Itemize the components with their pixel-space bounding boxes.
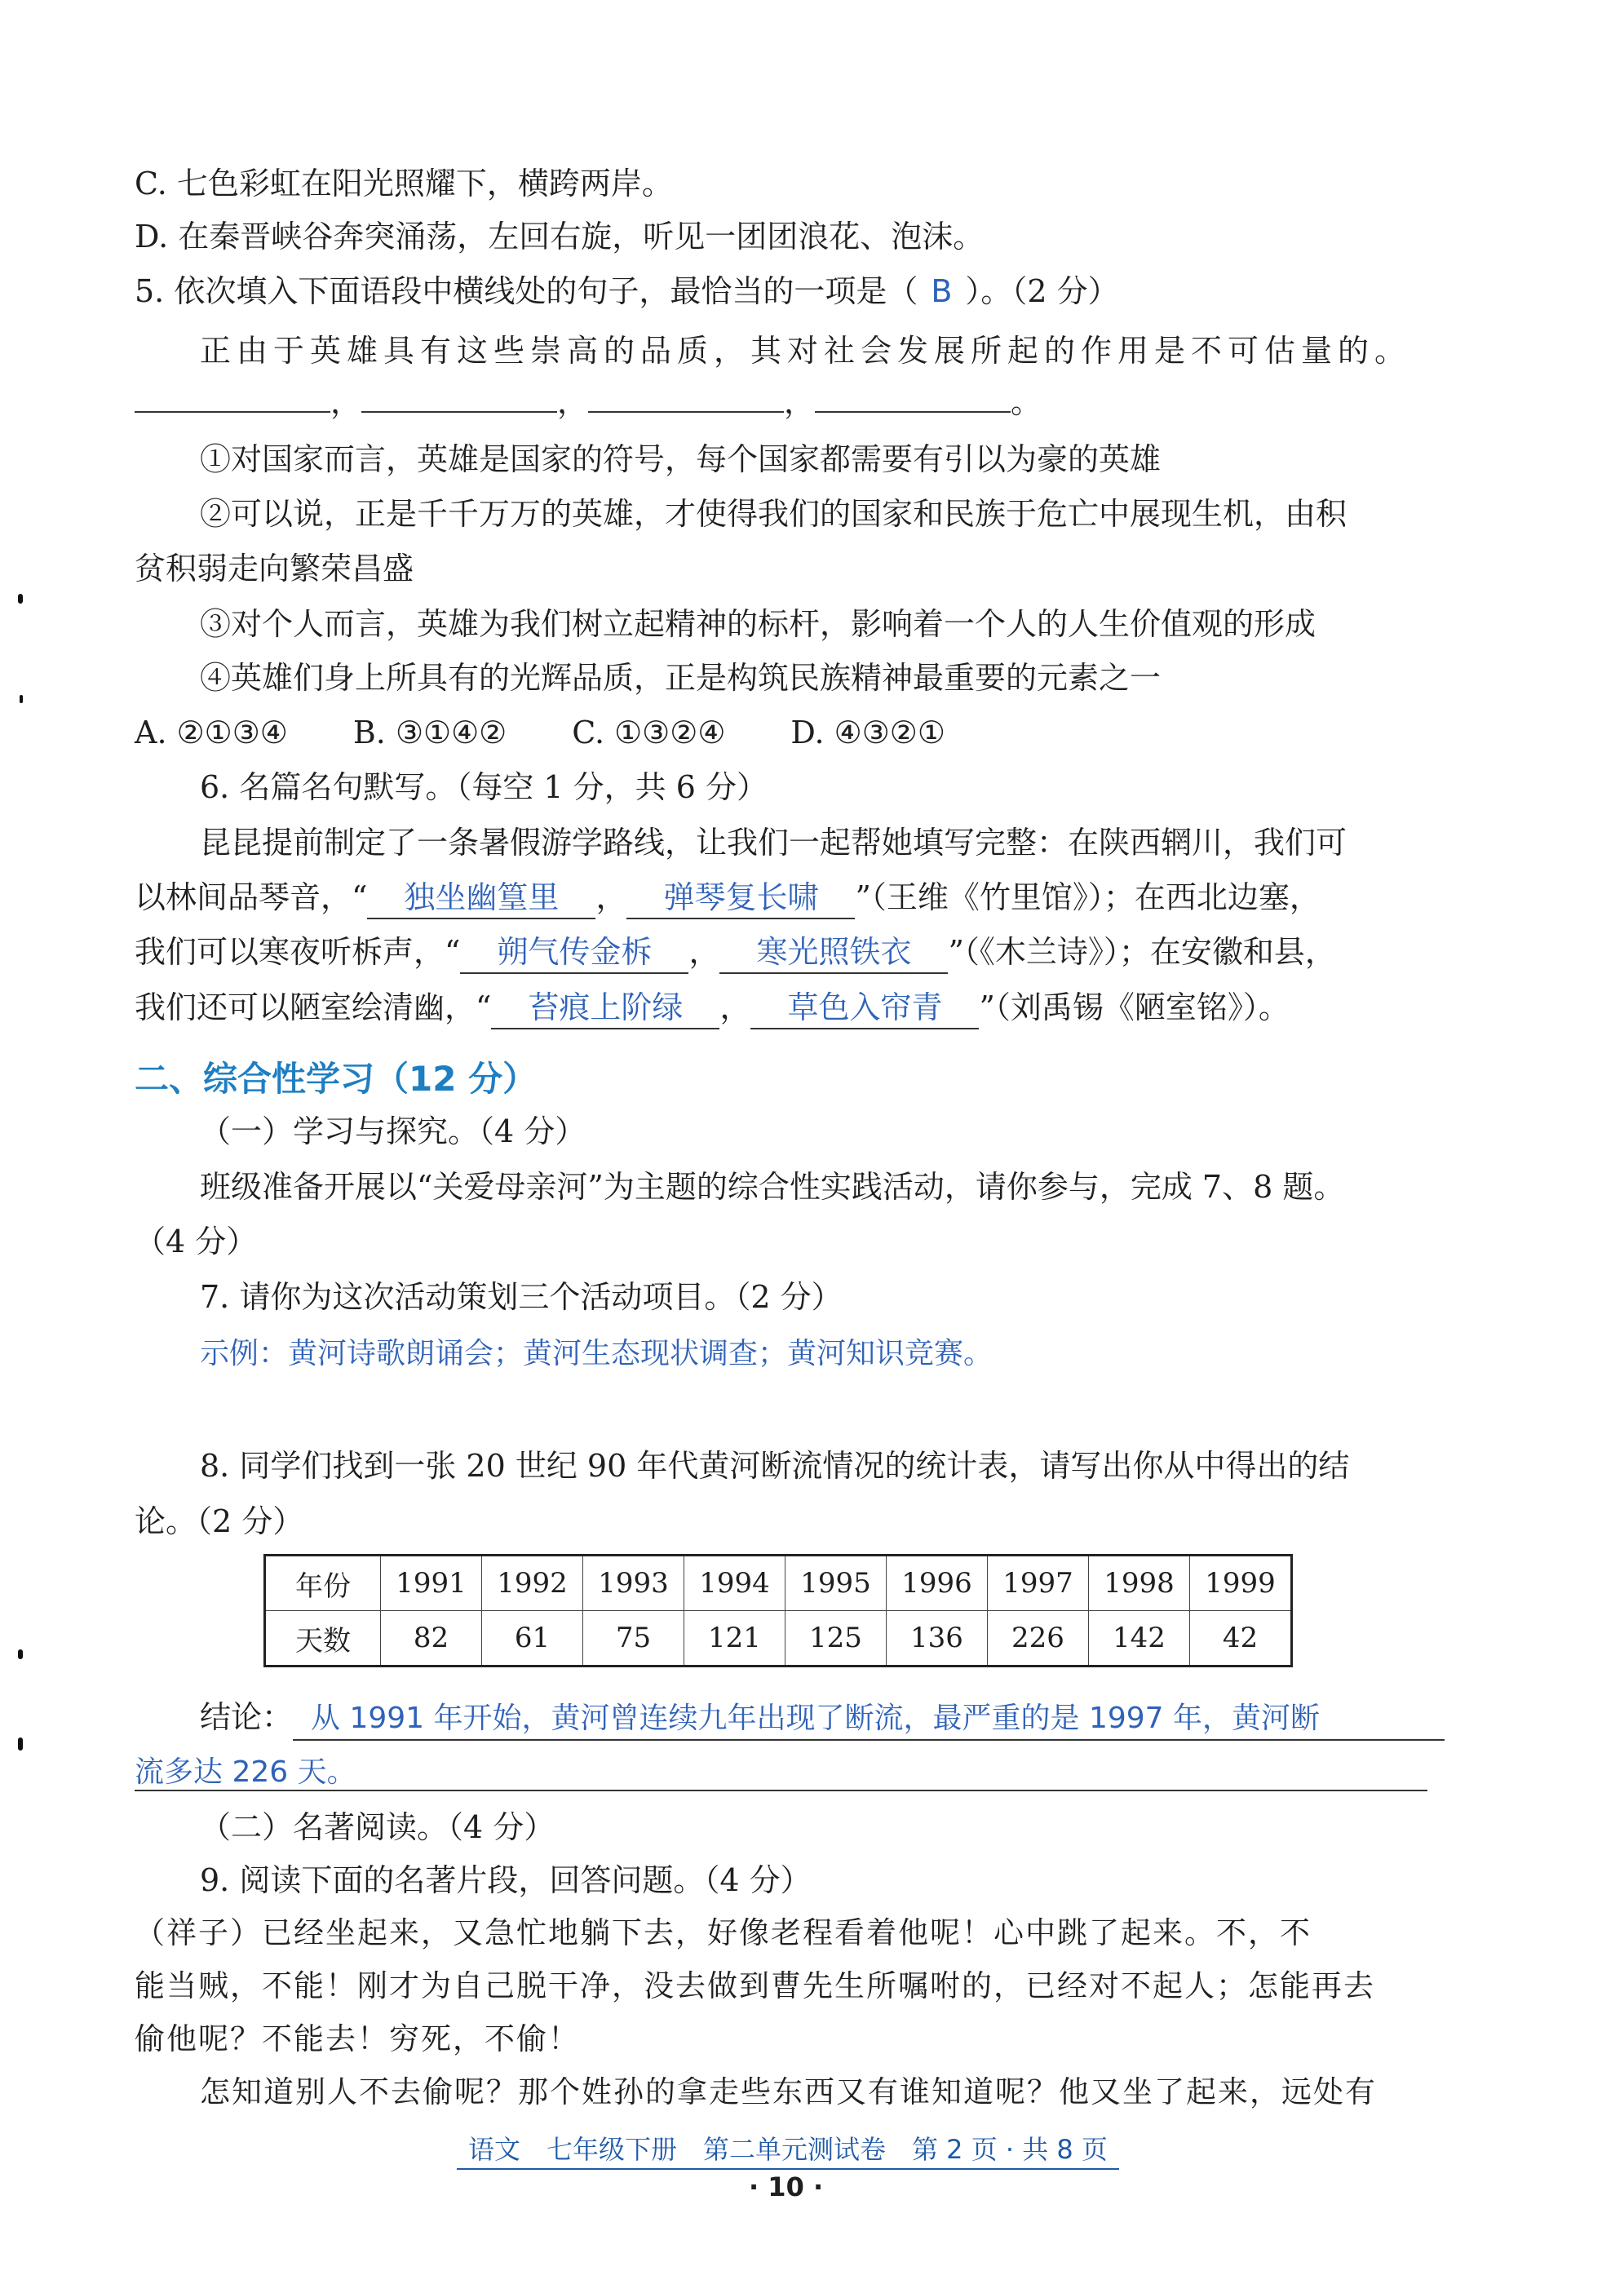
choice-d[interactable]: D. ④③②① [790,715,945,750]
days-cell: 226 [988,1611,1089,1667]
days-cell: 42 [1190,1611,1292,1667]
sentence-3: ③对个人而言，英雄为我们树立起精神的标杆，影响着一个人的人生价值观的形成 [200,606,1316,642]
table-row-year [265,1556,1292,1611]
year-cell: 1992 [482,1556,583,1611]
conclusion-answer-b: 流多达 226 天。 [135,1755,356,1789]
passage-line-4: 怎知道别人不去偷呢？那个姓孙的拿走些东西又有谁知道呢？他又坐了起来，远处有 [200,2074,1377,2109]
subsection-2: （二）名著阅读。（4 分） [200,1809,555,1845]
days-cell: 142 [1089,1611,1190,1667]
days-cell: 61 [482,1611,583,1667]
scan-mark [18,594,23,604]
intro-line-b: （4 分） [135,1224,258,1259]
blank-3[interactable] [588,383,784,413]
option-d-line: D. 在秦晋峡谷奔突涌荡，左回右旋，听见一团团浪花、泡沫。 [135,219,985,255]
answer-rule [135,1790,1427,1791]
year-cell: 1993 [583,1556,684,1611]
q5-blanks: ， ， ， 。 [135,382,1042,423]
days-cell: 121 [684,1611,785,1667]
days-label: 天数 [265,1611,381,1667]
year-label: 年份 [265,1556,381,1611]
days-cell: 125 [785,1611,887,1667]
q5-score: ）。（2 分） [965,273,1119,309]
q5-passage: 正由于英雄具有这些崇高的品质，其对社会发展所起的作用是不可估量的。 [200,333,1412,369]
scan-mark [18,1649,23,1659]
table-row-days [265,1611,1292,1667]
question-8a: 8. 同学们找到一张 20 世纪 90 年代黄河断流情况的统计表，请写出你从中得出的结 [200,1448,1350,1484]
blank-4[interactable] [815,383,1011,413]
year-cell: 1996 [887,1556,988,1611]
question-5 [135,271,1119,312]
q6-answer-6: 草色入帘青 [750,987,979,1029]
q5-answer: B [931,273,953,309]
q6-answer-1: 独坐幽篁里 [367,877,595,919]
q6-answer-3: 朔气传金柝 [460,932,688,974]
year-cell: 1997 [988,1556,1089,1611]
section-2-title: 二、综合性学习（12 分） [135,1059,538,1099]
q6-line-3: 我们可以寒夜听柝声，“ 朔气传金柝 ， 寒光照铁衣 ”（《木兰诗》）；在安徽和县， [135,932,1336,974]
question-6: 6. 名篇名句默写。（每空 1 分，共 6 分） [200,769,768,805]
scan-mark [20,695,23,703]
sentence-2b: 贫积弱走向繁荣昌盛 [135,551,414,586]
choice-c[interactable]: C. ①③②④ [572,715,726,750]
choice-a[interactable]: A. ②①③④ [135,715,288,750]
days-cell: 75 [583,1611,684,1667]
passage-line-1: （祥子）已经坐起来，又急忙地躺下去，好像老程看着他呢！心中跳了起来。不，不 [135,1915,1312,1950]
yellow-river-table [263,1554,1293,1667]
subsection-1: （一）学习与探究。（4 分） [200,1113,586,1149]
sentence-2a: ②可以说，正是千千万万的英雄，才使得我们的国家和民族于危亡中展现生机，由积 [200,496,1347,532]
q6-line-2: 以林间品琴音，“ 独坐幽篁里 ， 弹琴复长啸 ”（王维《竹里馆》）；在西北边塞， [135,877,1321,919]
q6-answer-5: 苔痕上阶绿 [491,987,719,1029]
question-8b: 论。（2 分） [135,1503,304,1539]
scan-mark [18,1737,23,1751]
question-7: 7. 请你为这次活动策划三个活动项目。（2 分） [200,1279,843,1315]
q6-answer-4: 寒光照铁衣 [719,932,948,974]
year-cell: 1995 [785,1556,887,1611]
blank-2[interactable] [361,383,557,413]
days-cell: 136 [887,1611,988,1667]
q6-line-1: 昆昆提前制定了一条暑假游学路线，让我们一起帮她填写完整：在陕西辋川，我们可 [200,825,1347,861]
passage-line-2: 能当贼，不能！刚才为自己脱干净，没去做到曹先生所嘱咐的，已经对不起人；怎能再去 [135,1968,1375,2003]
year-cell: 1999 [1190,1556,1292,1611]
conclusion-answer-a: 从 1991 年开始，黄河曾连续九年出现了断流，最严重的是 1997 年，黄河断 [293,1698,1445,1741]
conclusion-label: 结论： [200,1699,294,1735]
blank-1[interactable] [135,383,330,413]
q5-prompt: 5. 依次填入下面语段中横线处的句子，最恰当的一项是（ [135,273,918,309]
option-c-line: C. 七色彩虹在阳光照耀下，横跨两岸。 [135,166,673,201]
sentence-4: ④英雄们身上所具有的光辉品质，正是构筑民族精神最重要的元素之一 [200,660,1162,696]
choice-b[interactable]: B. ③①④② [352,715,507,750]
year-cell: 1998 [1089,1556,1190,1611]
q6-answer-2: 弹琴复长啸 [626,877,855,919]
intro-line-a: 班级准备开展以“关爱母亲河”为主题的综合性实践活动，请你参与，完成 7、8 题。 [200,1169,1345,1205]
page-footer: 语文 七年级下册 第二单元测试卷 第 2 页 · 共 8 页 [457,2129,1119,2170]
q5-choices [135,712,945,753]
passage-line-3: 偷他呢？不能去！穷死，不偷！ [135,2021,580,2056]
conclusion-line-a [200,1697,1445,1741]
year-cell: 1994 [684,1556,785,1611]
year-cell: 1991 [381,1556,482,1611]
q7-answer: 示例：黄河诗歌朗诵会；黄河生态现状调查；黄河知识竞赛。 [200,1337,993,1370]
q6-line-4: 我们还可以陋室绘清幽，“ 苔痕上阶绿 ， 草色入帘青 ”（刘禹锡《陋室铭》）。 [135,987,1290,1029]
sentence-1: ①对国家而言，英雄是国家的符号，每个国家都需要有引以为豪的英雄 [200,441,1162,477]
question-9: 9. 阅读下面的名著片段，回答问题。（4 分） [200,1862,812,1898]
page-number: · 10 · [749,2171,824,2202]
days-cell: 82 [381,1611,482,1667]
